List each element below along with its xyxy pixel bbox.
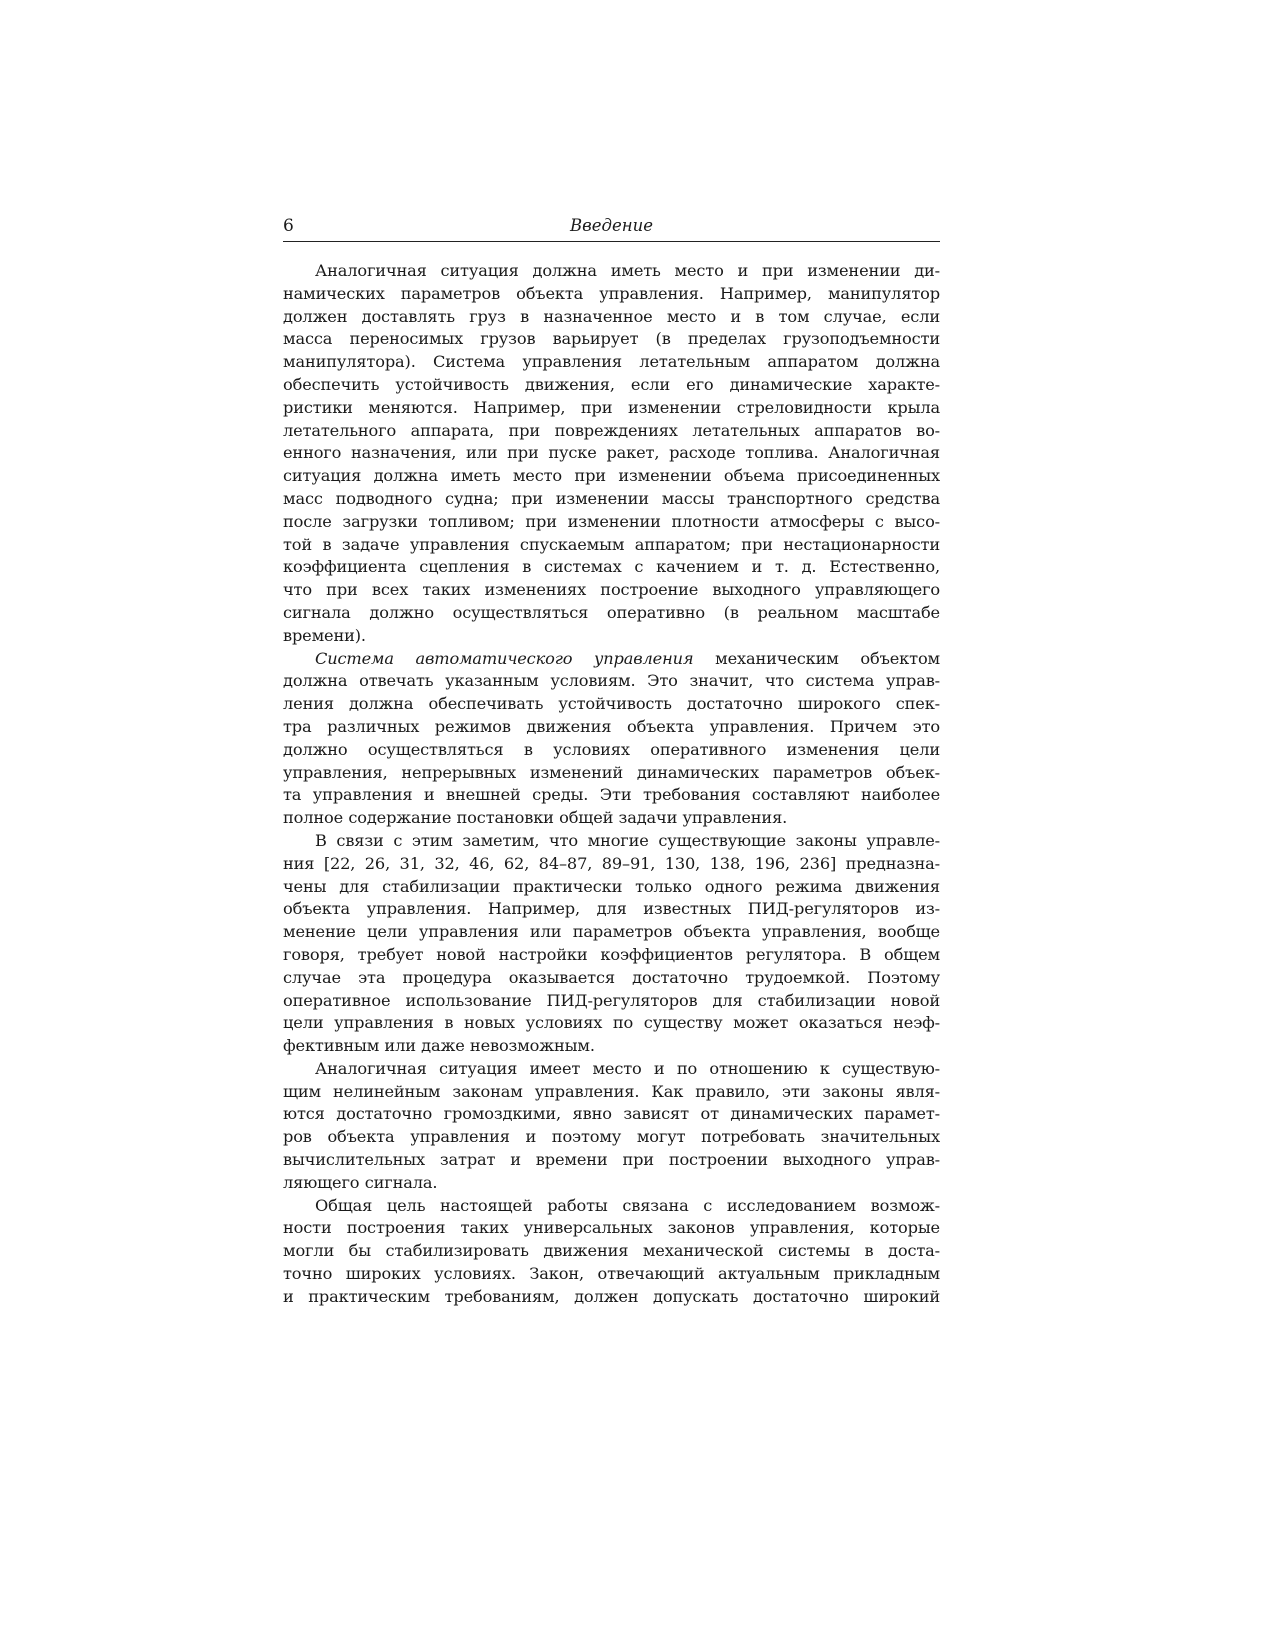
- text-line: говоря, требует новой настройки коэффициентов регулятора. В общем: [283, 944, 940, 964]
- text-line: В связи с этим заметим, что многие существующие законы управле-: [315, 830, 940, 850]
- paragraph: [283, 1195, 940, 1309]
- text-line: летательного аппарата, при повреждениях летательных аппаратов во-: [283, 420, 940, 440]
- text-line: менение цели управления или параметров объекта управления, вообще: [283, 922, 940, 942]
- text-line: ности построения таких универсальных законов управления, которые: [283, 1218, 940, 1238]
- text-line: и практическим требованиям, должен допускать достаточно широкий: [283, 1286, 940, 1306]
- text-line: чены для стабилизации практически только одного режима движения: [283, 876, 940, 896]
- text-line: должна отвечать указанным условиям. Это значит, что система управ-: [283, 671, 940, 691]
- text-line: времени).: [283, 625, 366, 645]
- text-line: оперативное использование ПИД-регуляторов для стабилизации новой: [283, 990, 940, 1010]
- page-header: [283, 215, 940, 242]
- text-line: сигнала должно осуществляться оперативно (в реальном масштабе: [283, 602, 940, 622]
- text-line: ления должна обеспечивать устойчивость достаточно широкого спек-: [283, 694, 940, 714]
- text-line: обеспечить устойчивость движения, если его динамические характе-: [283, 374, 940, 394]
- text-line: та управления и внешней среды. Эти требования составляют наиболее: [283, 785, 940, 805]
- page-number: 6: [283, 216, 294, 236]
- text-line: вычислительных затрат и времени при построении выходного управ-: [283, 1150, 940, 1170]
- text-line: точно широких условиях. Закон, отвечающий актуальным прикладным: [283, 1264, 940, 1284]
- text-line: ния [22, 26, 31, 32, 46, 62, 84–87, 89–91, 130, 138, 196, 236] предназна-: [283, 853, 940, 873]
- text-line: [283, 648, 940, 671]
- text-line: Общая цель настоящей работы связана с исследованием возмож-: [315, 1195, 940, 1215]
- paragraph: [283, 260, 940, 648]
- text-line: Аналогичная ситуация должна иметь место и при изменении ди-: [315, 261, 940, 280]
- text-line: намических параметров объекта управления. Например, манипулятор: [283, 283, 940, 303]
- text-line: Аналогичная ситуация имеет место и по отношению к существую-: [315, 1058, 940, 1078]
- text-line: после загрузки топливом; при изменении плотности атмосферы с высо-: [283, 511, 940, 531]
- text-line: енного назначения, или при пуске ракет, расходе топлива. Аналогичная: [283, 443, 940, 463]
- text-line: манипулятора). Система управления летательным аппаратом должна: [283, 352, 940, 372]
- text-line: управления, непрерывных изменений динамических параметров объек-: [283, 762, 940, 782]
- text-line: должно осуществляться в условиях оперативного изменения цели: [283, 739, 940, 759]
- text-line: той в задаче управления спускаемым аппаратом; при нестационарности: [283, 534, 940, 554]
- text-line: тра различных режимов движения объекта управления. Причем это: [283, 716, 940, 736]
- text-line: щим нелинейным законам управления. Как правило, эти законы явля-: [283, 1081, 940, 1101]
- paragraph: [283, 1058, 940, 1195]
- text-line: ситуация должна иметь место при изменении объема присоединенных: [283, 466, 940, 486]
- text-line: ристики меняются. Например, при изменении стреловидности крыла: [283, 397, 940, 417]
- text-line: случае эта процедура оказывается достаточно трудоемкой. Поэтому: [283, 967, 940, 987]
- text-line: масс подводного судна; при изменении массы транспортного средства: [283, 488, 940, 508]
- text-line: объекта управления. Например, для известных ПИД-регуляторов из-: [283, 899, 940, 919]
- running-head: Введение: [570, 216, 653, 235]
- paragraph: [283, 830, 940, 1058]
- italic-term: Система автоматического управления: [315, 648, 694, 668]
- paragraph: [283, 648, 940, 830]
- text-line-rest: механическим объектом: [693, 648, 940, 668]
- text-line: что при всех таких изменениях построение выходного управляющего: [283, 580, 940, 600]
- text-line: могли бы стабилизировать движения механической системы в доста-: [283, 1241, 940, 1261]
- text-line: ров объекта управления и поэтому могут потребовать значительных: [283, 1127, 940, 1147]
- text-line: коэффициента сцепления в системах с качением и т. д. Естественно,: [283, 557, 940, 577]
- body-text: [283, 260, 940, 1309]
- text-line: ляющего сигнала.: [283, 1172, 438, 1192]
- text-line: должен доставлять груз в назначенное место и в том случае, если: [283, 306, 940, 326]
- text-line: фективным или даже невозможным.: [283, 1036, 595, 1056]
- text-line: ются достаточно громоздкими, явно зависят от динамических парамет-: [283, 1104, 940, 1124]
- text-line: цели управления в новых условиях по существу может оказаться неэф-: [283, 1013, 940, 1033]
- text-line: полное содержание постановки общей задачи управления.: [283, 808, 788, 828]
- text-line: масса переносимых грузов варьирует (в пределах грузоподъемности: [283, 329, 940, 349]
